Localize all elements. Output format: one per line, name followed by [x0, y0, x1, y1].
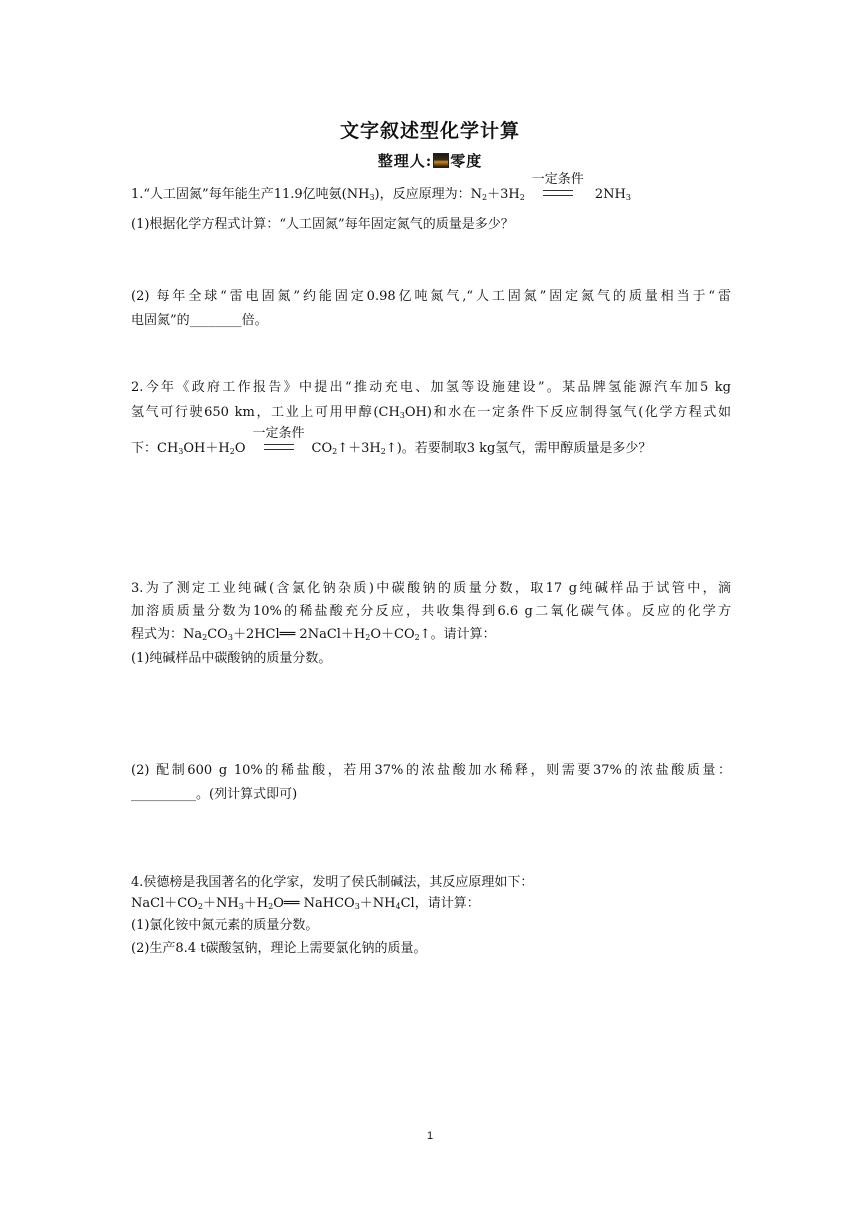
document-title: 文字叙述型化学计算 — [339, 120, 520, 142]
reaction-condition-arrow: 一定条件 — [250, 440, 308, 454]
compiler-avatar-icon — [433, 153, 449, 168]
question-2-line-1: 2.今年《政府工作报告》中提出“推动充电、加氢等设施建设”。某品牌氢能源汽车加5 kg — [131, 380, 731, 395]
reaction-condition-arrow: 一定条件 — [529, 186, 587, 200]
question-1-part-2-line-1: (2) 每年全球“雷电固氮”约能固定0.98亿吨氮气,“人工固氮”固定氮气的质量相当于“雷 — [131, 289, 731, 304]
question-3-line-2: 加溶质质量分数为10%的稀盐酸充分反应，共收集得到6.6 g二氧化碳气体。反应的化学方 — [131, 604, 731, 619]
question-4-equation: $NaCl+CO_2+NH_3+H_2O══$ $NaHCO_3+NH_4Cl$，请计算： — [131, 896, 480, 911]
question-4-part-2: (2)生产8.4 t碳酸氢钠，理论上需要氯化钠的质量。 — [131, 941, 427, 956]
compiler-line — [0, 150, 860, 171]
question-3-line-3: 程式为：$Na_2CO_3+2HCl══$ $2NaCl+H_2O+CO_2↑$。请计算： — [131, 627, 496, 642]
question-1-part-1: (1)根据化学方程式计算：“人工固氮”每年固定氮气的质量是多少？ — [131, 217, 514, 232]
question-3-part-2-line-2: __________。(列计算式即可) — [131, 787, 298, 802]
question-1-part-2-line-2: 电固氮”的________倍。 — [131, 313, 268, 328]
question-3-part-2-line-1: (2) 配制600 g 10%的稀盐酸，若用37%的浓盐酸加水稀释，则需要37%的浓盐酸质量： — [131, 763, 731, 778]
question-3-line-1: 3.为了测定工业纯碱(含氯化钠杂质)中碳酸钠的质量分数，取17 g纯碱样品于试管中，滴 — [131, 581, 731, 596]
page-number: 1 — [426, 1130, 434, 1142]
question-2-line-2: 氢气可行驶650 km，工业上可用甲醇$(CH_3OH)$和水在一定条件下反应制得氢气(化学方程式如 — [131, 405, 731, 420]
question-2-line-3: 下：$CH_3OH+H_2O$ 一定条件 $CO_2↑+3H_2↑$)。若要制取3 kg氢气，需甲醇质量是多少？ — [131, 426, 652, 456]
question-3-part-1: (1)纯碱样品中碳酸钠的质量分数。 — [131, 651, 332, 666]
question-1-stem: 1.“人工固氮”每年能生产11.9亿吨氨$(NH_3)$，反应原理为：$N_2+3H_2$ 一定条件 $2NH_3$ — [131, 172, 631, 202]
compiler-prefix: 整理人: — [377, 152, 433, 170]
compiler-name: 零度 — [450, 152, 483, 170]
question-4-part-1: (1)氯化铵中氮元素的质量分数。 — [131, 918, 319, 933]
question-4-line-1: 4.侯德榜是我国著名的化学家，发明了侯氏制碱法，其反应原理如下： — [131, 875, 534, 890]
